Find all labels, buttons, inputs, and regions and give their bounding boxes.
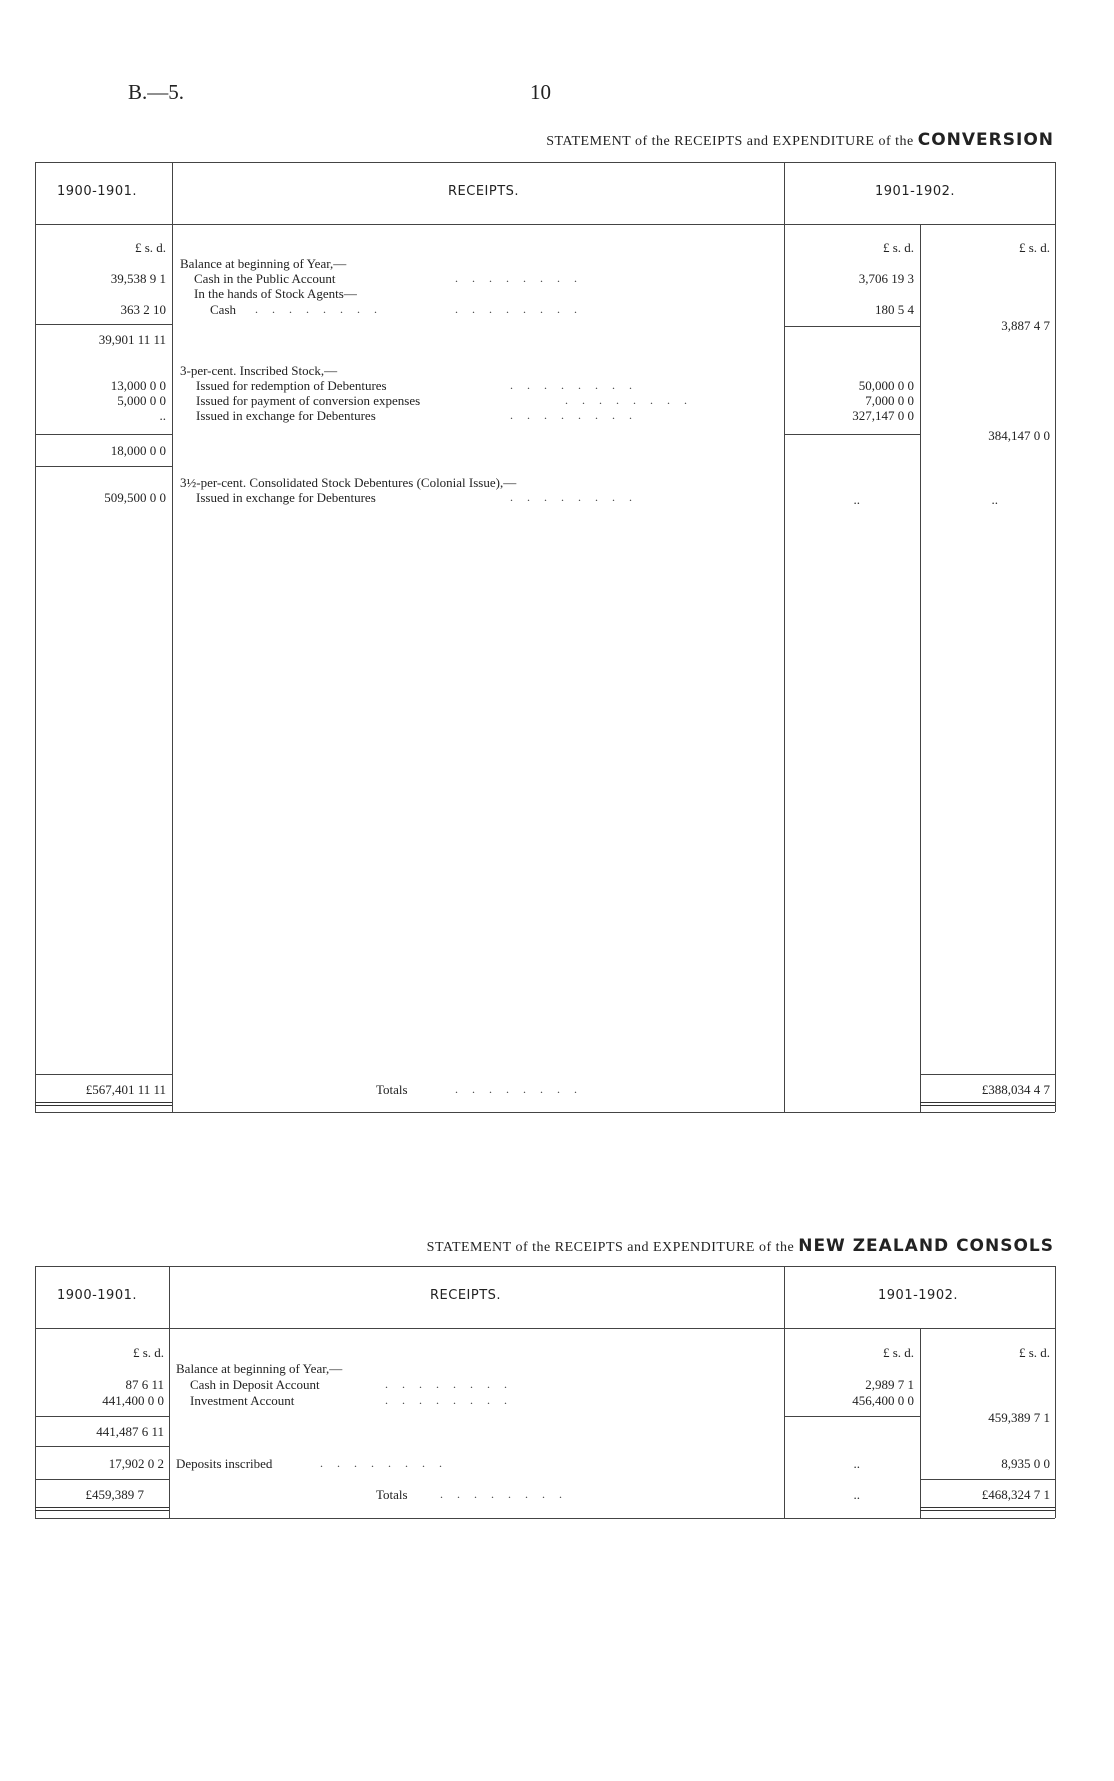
- conversion-cur-exchange: 327,147 0 0: [852, 408, 914, 423]
- conversion-redemption-label: Issued for redemption of Debentures: [196, 378, 387, 393]
- conversion-statement-title: [546, 130, 1054, 150]
- conversion-stock-agents-label: In the hands of Stock Agents—: [194, 286, 357, 301]
- conversion-cur-inner-consolidated: ..: [853, 492, 860, 507]
- conversion-cash-public-label: Cash in the Public Account: [194, 271, 336, 286]
- conversion-leader-dots: ........: [455, 302, 591, 316]
- consols-leader-dots: ........: [385, 1377, 521, 1391]
- consols-prev-balance-subtotal: 441,487 6 11: [96, 1424, 164, 1439]
- conversion-prev-inscribed-subtotal: 18,000 0 0: [110, 443, 166, 458]
- conversion-cash-label: Cash: [210, 302, 236, 317]
- conversion-cur-subtotal-rule: [784, 434, 920, 435]
- consols-cur-investment: 456,400 0 0: [852, 1393, 914, 1408]
- consols-leader-dots: ........: [385, 1393, 521, 1407]
- conversion-col-divider-3: [920, 224, 921, 1112]
- conversion-leader-dots: ........: [565, 393, 701, 407]
- consols-left-border: [35, 1266, 36, 1518]
- conversion-consolidated-heading: 3½-per-cent. Consolidated Stock Debentures (Colonial Issue),—: [180, 475, 517, 490]
- consols-statement-title: [427, 1236, 1054, 1256]
- consols-title-prefix: STATEMENT of the RECEIPTS and EXPENDITURE of the: [426, 1240, 795, 1255]
- consols-prev-cash-deposit: 87 6 11: [125, 1377, 164, 1392]
- conversion-prev-subtotal-rule: [35, 324, 172, 325]
- consols-cur-inner-unit-header: £ s. d.: [882, 1345, 914, 1360]
- conversion-prev-subtotal-rule: [35, 466, 172, 467]
- conversion-leader-dots: ........: [455, 1082, 591, 1096]
- consols-prev-subtotal-rule: [35, 1416, 169, 1417]
- conversion-consolidated-exchange-label: Issued in exchange for Debentures: [196, 490, 376, 505]
- conversion-top-rule: [35, 162, 1055, 163]
- conversion-leader-dots: ........: [510, 378, 646, 392]
- consols-cur-cash-deposit: 2,989 7 1: [865, 1377, 914, 1392]
- conversion-prev-exchange: ..: [159, 408, 166, 423]
- conversion-prev-total-rule: [35, 1074, 172, 1075]
- consols-leader-dots: ........: [440, 1487, 576, 1501]
- consols-cash-deposit-label: Cash in Deposit Account: [190, 1377, 320, 1392]
- consols-prev-total-double-rule: [35, 1507, 169, 1511]
- conversion-prev-subtotal-rule: [35, 434, 172, 435]
- conversion-col-receipts-header: RECEIPTS.: [448, 184, 520, 199]
- conversion-cur-inscribed-subtotal: 384,147 0 0: [988, 428, 1050, 443]
- conversion-prev-total: £567,401 11 11: [85, 1082, 166, 1097]
- conversion-col-cur-header: 1901-1902.: [875, 184, 955, 199]
- conversion-bottom-rule: [35, 1112, 1055, 1113]
- conversion-leader-dots: ........: [510, 490, 646, 504]
- conversion-col-divider-2: [784, 162, 785, 1112]
- conversion-title-prefix: STATEMENT of the RECEIPTS and EXPENDITURE of the: [546, 134, 914, 149]
- consols-header-rule: [35, 1328, 1055, 1329]
- consols-cur-inner-total: ..: [853, 1487, 860, 1502]
- consols-col-cur-header: 1901-1902.: [878, 1288, 958, 1303]
- consols-col-divider-1: [169, 1266, 170, 1518]
- conversion-cur-cash: 180 5 4: [875, 302, 914, 317]
- consols-col-receipts-header: RECEIPTS.: [430, 1288, 502, 1303]
- consols-col-prev-header: 1900-1901.: [57, 1288, 137, 1303]
- conversion-totals-label: Totals: [376, 1082, 408, 1097]
- consols-prev-total: £459,389 7: [85, 1487, 144, 1502]
- conversion-exchange-label: Issued in exchange for Debentures: [196, 408, 376, 423]
- consols-cur-deposits: 8,935 0 0: [1001, 1456, 1050, 1471]
- conversion-cur-cash-public: 3,706 19 3: [858, 271, 914, 286]
- conversion-cur-total: £388,034 4 7: [981, 1082, 1050, 1097]
- conversion-col-prev-header: 1900-1901.: [57, 184, 137, 199]
- consols-balance-heading: Balance at beginning of Year,—: [176, 1361, 343, 1376]
- consols-cur-total-rule: [920, 1479, 1055, 1480]
- conversion-leader-dots: ........: [455, 271, 591, 285]
- page-number: 10: [530, 80, 551, 104]
- conversion-cur-balance-subtotal: 3,887 4 7: [1001, 318, 1050, 333]
- conversion-conversion-exp-label: Issued for payment of conversion expenses: [196, 393, 421, 408]
- conversion-cur-inner-unit-header: £ s. d.: [882, 240, 914, 255]
- conversion-prev-total-double-rule: [35, 1102, 172, 1106]
- consols-bottom-rule: [35, 1518, 1055, 1519]
- conversion-cur-conversion-exp: 7,000 0 0: [865, 393, 914, 408]
- consols-prev-unit-header: £ s. d.: [132, 1345, 164, 1360]
- conversion-leader-dots: ........: [510, 408, 646, 422]
- conversion-prev-consolidated: 509,500 0 0: [104, 490, 166, 505]
- conversion-balance-heading: Balance at beginning of Year,—: [180, 256, 347, 271]
- conversion-prev-unit-header: £ s. d.: [134, 240, 166, 255]
- consols-title-bold: NEW ZEALAND CONSOLS: [798, 1236, 1054, 1256]
- conversion-prev-cash: 363 2 10: [120, 302, 166, 317]
- consols-totals-label: Totals: [376, 1487, 408, 1502]
- consols-right-border: [1055, 1266, 1056, 1518]
- consols-top-rule: [35, 1266, 1055, 1267]
- conversion-cur-total-rule: [920, 1074, 1055, 1075]
- consols-leader-dots: ........: [320, 1456, 456, 1470]
- consols-prev-total-rule: [35, 1479, 169, 1480]
- conversion-cur-redemption: 50,000 0 0: [858, 378, 914, 393]
- conversion-prev-balance-subtotal: 39,901 11 11: [98, 332, 166, 347]
- conversion-cur-total-double-rule: [920, 1102, 1055, 1106]
- consols-cur-total-double-rule: [920, 1507, 1055, 1511]
- conversion-cur-subtotal-rule: [784, 326, 920, 327]
- conversion-header-rule: [35, 224, 1055, 225]
- conversion-inscribed-heading: 3-per-cent. Inscribed Stock,—: [180, 363, 338, 378]
- consols-prev-subtotal-rule: [35, 1446, 169, 1447]
- conversion-leader-dots: ........: [255, 302, 391, 316]
- consols-deposits-label: Deposits inscribed: [176, 1456, 273, 1471]
- consols-cur-subtotal-rule: [784, 1416, 920, 1417]
- consols-cur-balance-subtotal: 459,389 7 1: [988, 1410, 1050, 1425]
- conversion-left-border: [35, 162, 36, 1112]
- conversion-cur-outer-consolidated: ..: [991, 492, 998, 507]
- conversion-cur-outer-unit-header: £ s. d.: [1018, 240, 1050, 255]
- consols-cur-inner-deposits: ..: [853, 1456, 860, 1471]
- consols-prev-investment: 441,400 0 0: [102, 1393, 164, 1408]
- document-reference: B.—5.: [128, 80, 185, 104]
- conversion-right-border: [1055, 162, 1056, 1112]
- consols-col-divider-2: [784, 1266, 785, 1518]
- consols-prev-deposits: 17,902 0 2: [108, 1456, 164, 1471]
- conversion-prev-cash-public: 39,538 9 1: [110, 271, 166, 286]
- consols-cur-total: £468,324 7 1: [981, 1487, 1050, 1502]
- conversion-title-bold: CONVERSION: [917, 130, 1054, 150]
- conversion-prev-conversion-exp: 5,000 0 0: [117, 393, 166, 408]
- consols-cur-outer-unit-header: £ s. d.: [1018, 1345, 1050, 1360]
- conversion-prev-redemption: 13,000 0 0: [110, 378, 166, 393]
- conversion-col-divider-1: [172, 162, 173, 1112]
- consols-col-divider-3: [920, 1328, 921, 1518]
- consols-investment-label: Investment Account: [190, 1393, 295, 1408]
